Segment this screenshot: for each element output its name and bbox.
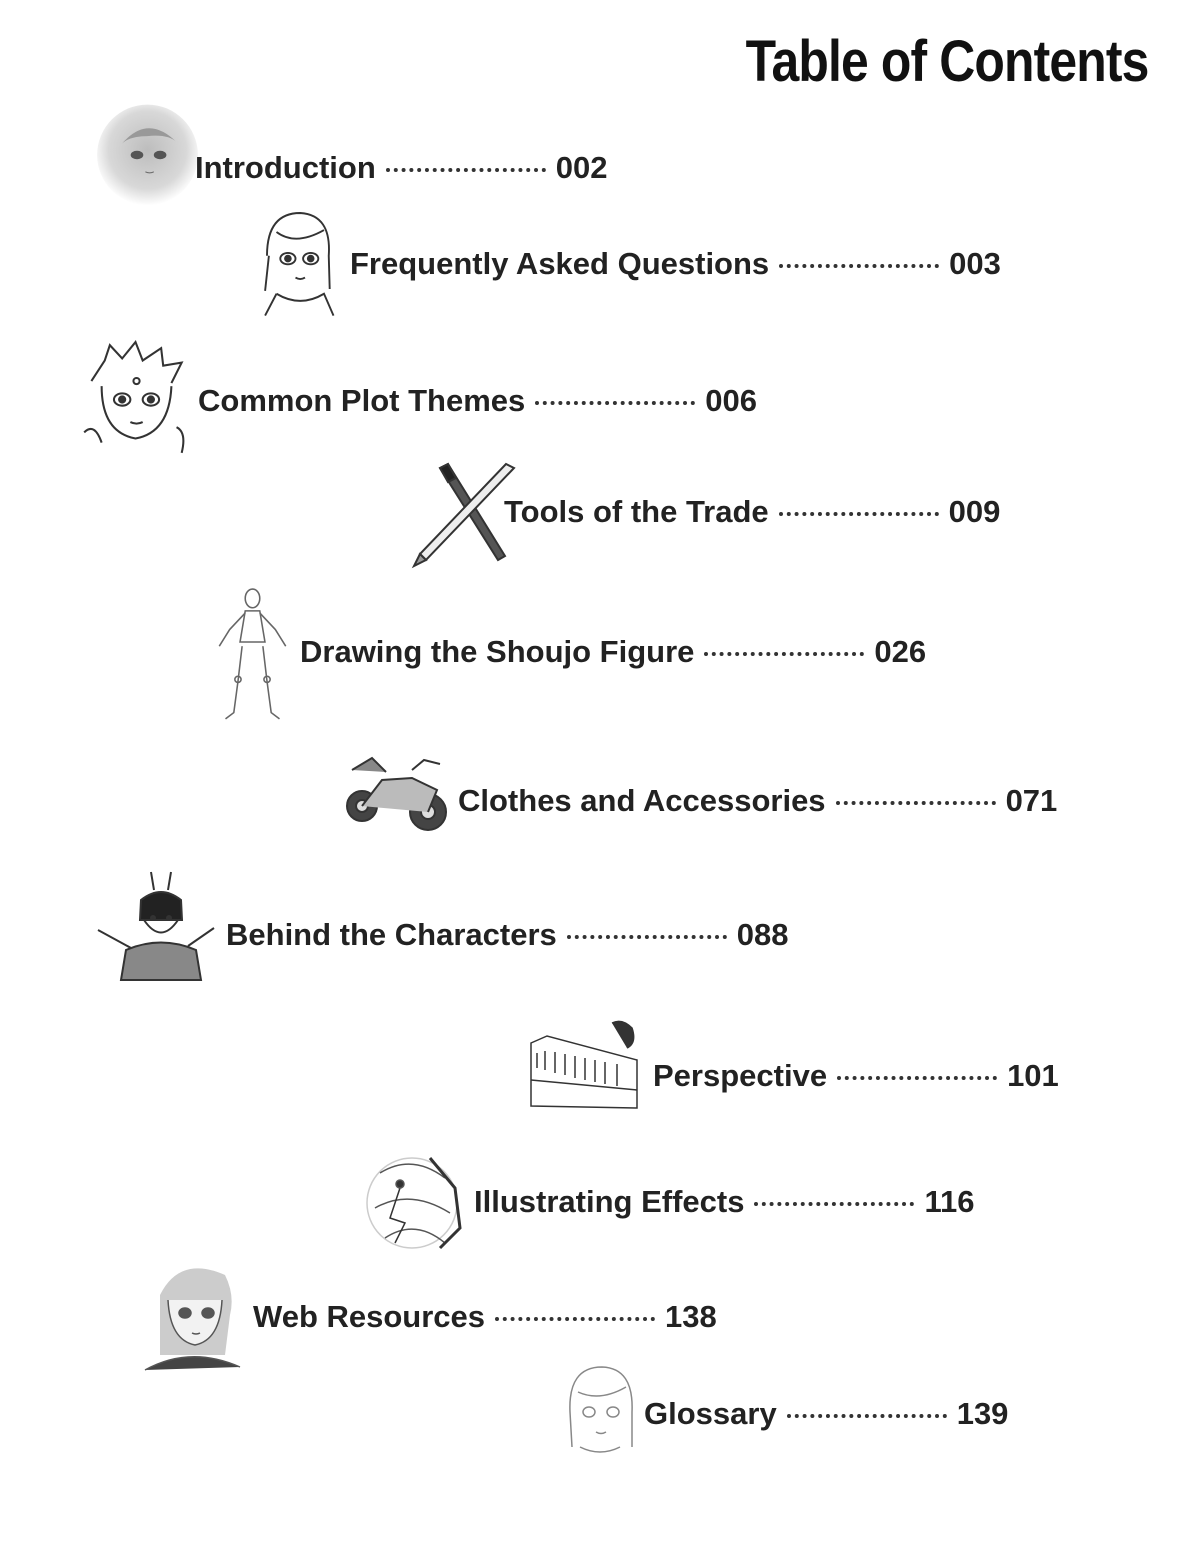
leader-dots — [535, 401, 695, 405]
warrior-character-icon — [96, 870, 216, 985]
entry-label: Clothes and Accessories — [458, 783, 826, 818]
page-number: 003 — [949, 246, 1001, 281]
page-number: 116 — [924, 1184, 975, 1219]
toc-entry-glossary[interactable] — [560, 1362, 1040, 1482]
toc-entry-tools-of-the-trade[interactable] — [410, 460, 1050, 580]
motorcycle-icon — [342, 750, 452, 840]
page-number: 006 — [705, 383, 757, 418]
boy-face-icon — [78, 340, 193, 458]
entry-label: Illustrating Effects — [474, 1184, 745, 1219]
building-icon — [527, 1018, 642, 1118]
girl-sketch-icon — [560, 1362, 640, 1457]
page-number: 002 — [555, 150, 608, 185]
toc-entry-faq[interactable] — [248, 203, 1068, 323]
entry-label: Tools of the Trade — [504, 494, 769, 529]
leader-dots — [779, 512, 939, 516]
girl-face-icon — [248, 203, 343, 318]
entry-label: Glossary — [644, 1396, 777, 1431]
entry-label: Perspective — [653, 1058, 828, 1093]
leader-dots — [567, 935, 727, 939]
leader-dots — [704, 652, 864, 656]
entry-label: Drawing the Shoujo Figure — [300, 634, 695, 669]
leader-dots — [386, 168, 546, 172]
entry-label: Behind the Characters — [226, 917, 557, 952]
toc-entry-perspective[interactable] — [527, 1018, 1087, 1138]
leader-dots — [787, 1414, 947, 1418]
toc-entry-drawing-the-shoujo-figure[interactable] — [210, 588, 990, 708]
page-title: Table of Contents — [745, 29, 1148, 94]
entry-label: Introduction — [195, 150, 376, 185]
leader-dots — [837, 1076, 997, 1080]
toc-entry-behind-the-characters[interactable] — [96, 870, 836, 990]
leader-dots — [754, 1202, 914, 1206]
toc-entry-illustrating-effects[interactable] — [360, 1148, 1020, 1268]
leader-dots — [495, 1317, 655, 1321]
figure-mannequin-icon — [210, 588, 295, 723]
boy-portrait-icon — [140, 1255, 245, 1373]
entry-label: Frequently Asked Questions — [350, 246, 770, 281]
entry-label: Web Resources — [253, 1299, 486, 1334]
girl-portrait-icon — [95, 100, 200, 210]
toc-entry-clothes-and-accessories[interactable] — [342, 750, 1112, 870]
entry-label: Common Plot Themes — [198, 383, 526, 418]
page-number: 026 — [874, 634, 927, 669]
toc-entry-introduction[interactable] — [95, 100, 655, 220]
page-number: 088 — [736, 917, 789, 952]
toc-entry-web-resources[interactable] — [140, 1255, 760, 1375]
page-number: 139 — [956, 1396, 1009, 1431]
toc-entry-common-plot-themes[interactable] — [78, 340, 808, 460]
leader-dots — [779, 264, 939, 268]
page-number: 071 — [1005, 783, 1058, 818]
page-number: 009 — [948, 494, 1001, 529]
page-number: 138 — [665, 1299, 717, 1334]
page-number: 101 — [1007, 1058, 1059, 1093]
effects-swirl-icon — [360, 1148, 465, 1258]
leader-dots — [836, 801, 996, 805]
